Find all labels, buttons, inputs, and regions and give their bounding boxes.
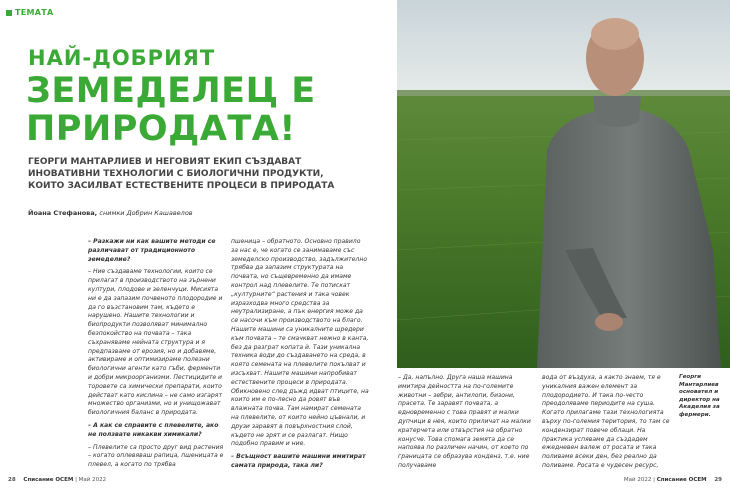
text-column-4 — [542, 374, 672, 475]
page-number-right: 29 — [714, 477, 722, 483]
magazine-name-right: Списание ОСЕМ — [656, 477, 707, 483]
section-tag-marker — [6, 10, 12, 16]
byline-photo-credit: снимки Добрин Кашавелов — [99, 209, 193, 217]
answer-paragraph: – Ние създаваме технологии, които се прилагат в производството на зърнени култури, плодове и зеленчуци. Мисията ни е да запазим почвеното плодородие и да го възстановим там, където е нарушено. Нашите технологии и биопродукти позволяват минимално безпокойство на почвата – така съхраняваме нейната структура и я предпазваме от ерозия, но и добавяме, активираме и оптимизираме полезни биологични агенти като гъби, ферменти и добри микроорганизми. Пестицидите и торовете са химически препарати, които действат като кислина – не само изгарят множество организми, но и унищожават биологичния баланс в природата. — [88, 268, 223, 417]
text-column-2 — [231, 238, 369, 475]
byline-author: Йоана Стефанова, — [28, 209, 98, 217]
folio-right — [624, 477, 722, 483]
byline — [28, 209, 348, 217]
text-column-3 — [398, 374, 536, 475]
headline-line-1: НАЙ-ДОБРИЯТ — [28, 46, 216, 70]
issue-left: | Май 2022 — [75, 477, 107, 483]
answer-paragraph: – Да, напълно. Друга наша машина имитира дейността на по-големите животни – зебри, антилопи, бизони, прасета. Те заравят почвата, а едновременно с това правят и малки дупчици в нея, които приличат на малки кратерчета или отвърстия на обратно конусче. Това спомага земята да се напоява по различен начин, от което по границата се образува конденз, т.е. ние получаваме — [398, 374, 531, 469]
section-tag-label: ТЕМАТА — [15, 8, 54, 17]
page-number-left: 28 — [8, 477, 16, 483]
headline-line-2: ЗЕМЕДЕЛЕЦ Е ПРИРОДАТА! — [26, 71, 316, 149]
portrait-photo — [397, 0, 730, 368]
magazine-name-left: Списание ОСЕМ — [23, 477, 74, 483]
answer-paragraph: пшеница – обратното. Основно правило за нас е, че когато се занимаваме със земеделско производство, задължително трябва да запазим структурата на почвата, но същевременно да имаме контрол над плевелите. Те потискат „културните“ растения и така човек изразходва много средства за неутрализиране, а пък енергия може да се насочи към производството на благо. Нашите машини са уникалните шредери към почвата – те смачкват нежно в канта, без да разграт копата ѝ. Тази уникална техника води до създаването на среда, в която семената на плевелите покълват и изсъхват. Нашите машини напробиват естествените процеси в природата. Обикновено след дъжд идват птиците, на които им е по-лесно да ровят във влажната почва. Там намират семената на плевелите, от които нейно цъвнали, и друзи заравят в повърхностния слой, където не зрят и се разлагат. Нищо подобно правим и ние. — [231, 238, 369, 448]
question-paragraph: – Всъщност вашите машини имитират самата природа, така ли? — [231, 453, 366, 469]
answer-paragraph: вода от въздуха, а както знаем, тя е уникалния важен елемент за плодородието. И така по-често преодоляваме периодите на суша. Когато прилагаме тази технологията върху по-големия територия, то там се кондензират повече облаци. На практика успяваме да създадем ежедневен валеж от росата и така поливаме всеки ден, без реално да поливаме. Росата е чудесен ресурс, — [542, 374, 670, 469]
answer-paragraph: – Плевелите са просто друг вид растения – когато оплевяваш рапица, пшеницата е плевел, а когато по трябва — [88, 443, 224, 469]
folio-left — [8, 477, 106, 483]
question-paragraph: – Разкажи ни как вашите методи се различават от традиционното земеделие? — [88, 238, 216, 263]
photo-caption: Георги Мантарлиев основател и директор на Акаделия за фермери. — [679, 374, 720, 418]
section-tag — [6, 8, 54, 17]
lead-paragraph: ГЕОРГИ МАНТАРЛИЕВ И НЕГОВИЯТ ЕКИП СЪЗДАВАТ ИНОВАТИВНИ ТЕХНОЛОГИИ С БИОЛОГИЧНИ ПРОДУКТИ, КОИТО ЗАСИЛВАТ ЕСТЕСТВЕНИТЕ ПРОЦЕСИ В ПРИРОДАТА — [28, 157, 335, 191]
question-paragraph: – А как се справите с плевелите, ако не ползвате никакви химикали? — [88, 421, 219, 438]
text-column-1 — [88, 238, 226, 474]
issue-right: Май 2022 | — [623, 477, 655, 483]
